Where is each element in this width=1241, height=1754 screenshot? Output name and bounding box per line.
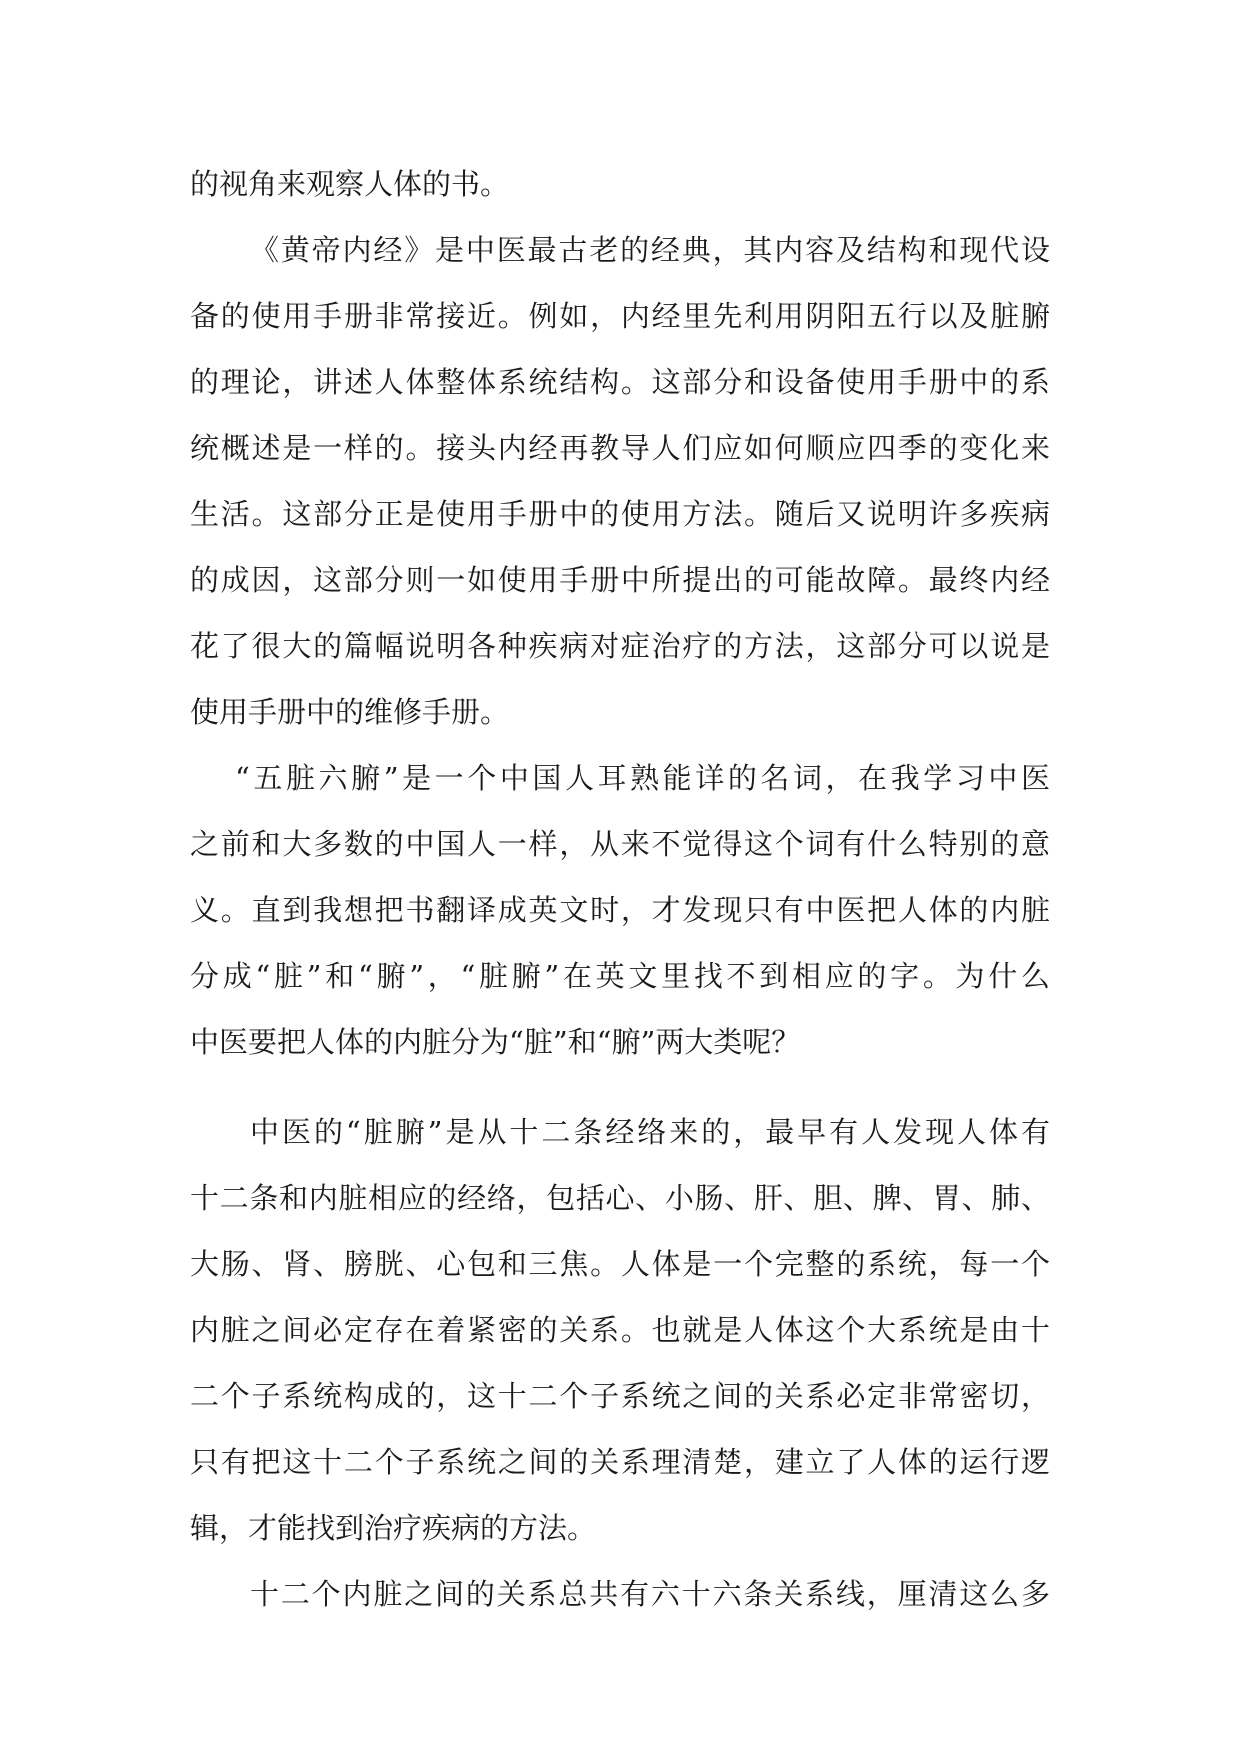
text-line: 二个子系统构成的，这十二个子系统之间的关系必定非常密切， (190, 1379, 1050, 1413)
text-line: 分成“脏”和“腑”，“脏腑”在英文里找不到相应的字。为什么 (190, 959, 1050, 993)
text-line: 十二个内脏之间的关系总共有六十六条关系线，厘清这么多 (250, 1577, 1050, 1611)
text-line: 大肠、肾、膀胱、心包和三焦。人体是一个完整的系统，每一个 (190, 1247, 1050, 1281)
text-line: 统概述是一样的。接头内经再教导人们应如何顺应四季的变化来 (190, 431, 1050, 465)
text-line: 中医要把人体的内脏分为“脏”和“腑”两大类呢？ (190, 1025, 801, 1059)
text-line: 十二条和内脏相应的经络，包括心、小肠、肝、胆、脾、胃、肺、 (190, 1181, 1050, 1215)
text-line: 花了很大的篇幅说明各种疾病对症治疗的方法，这部分可以说是 (190, 629, 1050, 663)
text-line: 辑，才能找到治疗疾病的方法。 (190, 1511, 597, 1545)
text-line: 义。直到我想把书翻译成英文时，才发现只有中医把人体的内脏 (190, 893, 1050, 927)
text-line: 的视角来观察人体的书。 (190, 167, 510, 201)
text-line: 内脏之间必定存在着紧密的关系。也就是人体这个大系统是由十 (190, 1313, 1050, 1347)
text-line: 的理论，讲述人体整体系统结构。这部分和设备使用手册中的系 (190, 365, 1050, 399)
text-line: 《黄帝内经》是中医最古老的经典，其内容及结构和现代设 (250, 233, 1050, 267)
paragraph-gap (190, 1075, 1050, 1099)
text-line: 生活。这部分正是使用手册中的使用方法。随后又说明许多疾病 (190, 497, 1050, 531)
text-line: “五脏六腑”是一个中国人耳熟能详的名词，在我学习中医 (235, 761, 1050, 795)
text-line: 备的使用手册非常接近。例如，内经里先利用阴阳五行以及脏腑 (190, 299, 1050, 333)
text-line: 使用手册中的维修手册。 (190, 695, 510, 729)
text-line: 只有把这十二个子系统之间的关系理清楚，建立了人体的运行逻 (190, 1445, 1050, 1479)
text-line: 中医的“脏腑”是从十二条经络来的，最早有人发现人体有 (250, 1115, 1050, 1149)
text-line: 的成因，这部分则一如使用手册中所提出的可能故障。最终内经 (190, 563, 1050, 597)
body-text (190, 151, 1050, 1627)
text-line: 之前和大多数的中国人一样，从来不觉得这个词有什么特别的意 (190, 827, 1050, 861)
